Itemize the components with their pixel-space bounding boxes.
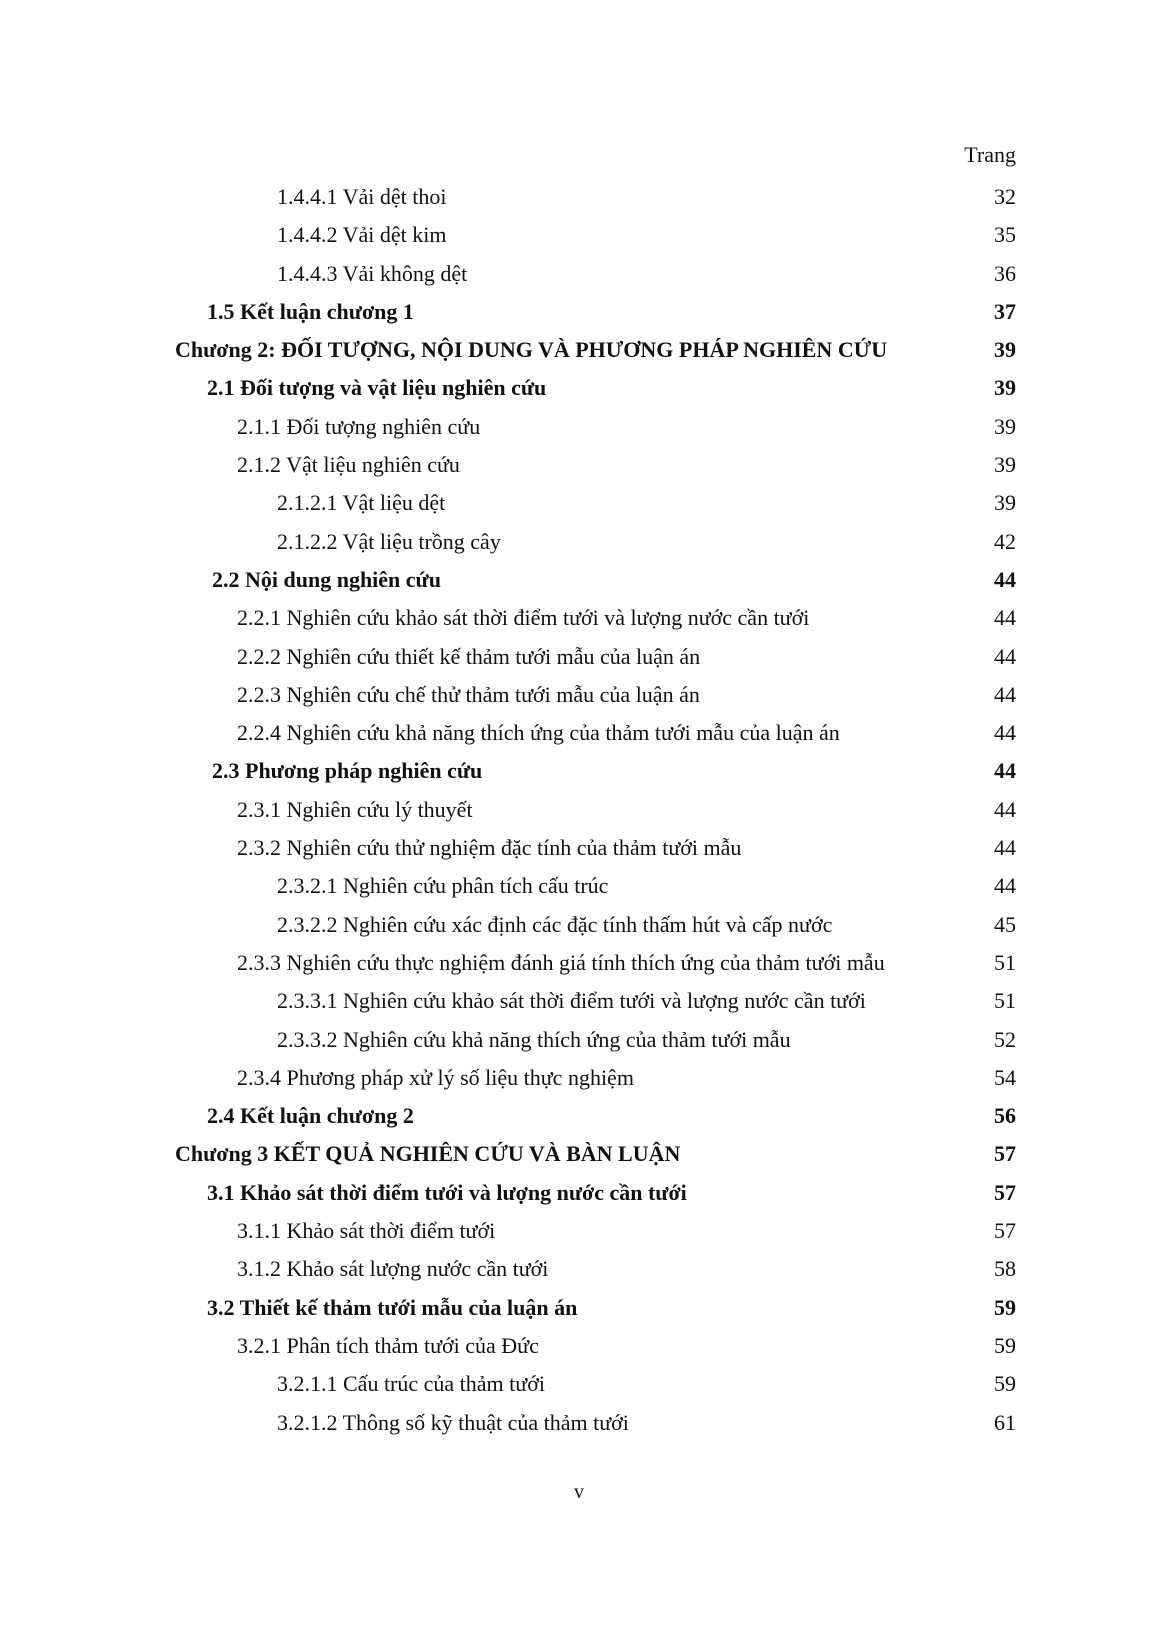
toc-entry-title: Chương 2: ĐỐI TƯỢNG, NỘI DUNG VÀ PHƯƠNG PHÁP NGHIÊN CỨU bbox=[175, 337, 888, 363]
toc-entry-title: 2.3.3.1 Nghiên cứu khảo sát thời điểm tưới và lượng nước cần tưới bbox=[277, 988, 866, 1014]
toc-entry-title: 2.3.2.2 Nghiên cứu xác định các đặc tính thấm hút và cấp nước bbox=[277, 911, 833, 937]
toc-entry-title: 2.4 Kết luận chương 2 bbox=[207, 1103, 414, 1129]
toc-entry-page: 51 bbox=[994, 949, 1016, 975]
toc-entry bbox=[0, 714, 1158, 752]
toc-entry-title: 1.5 Kết luận chương 1 bbox=[207, 298, 414, 324]
toc-entry bbox=[0, 216, 1158, 254]
toc-entry-title: 2.3.3 Nghiên cứu thực nghiệm đánh giá tính thích ứng của thảm tưới mẫu bbox=[237, 949, 885, 975]
toc-entry bbox=[0, 1250, 1158, 1288]
toc-entry bbox=[0, 638, 1158, 676]
toc-entry-title: 2.3 Phương pháp nghiên cứu bbox=[212, 758, 483, 784]
toc-entry-page: 32 bbox=[994, 184, 1016, 209]
toc-entry bbox=[0, 1289, 1158, 1327]
toc-entry bbox=[0, 829, 1158, 867]
toc-entry-page: 57 bbox=[994, 1218, 1016, 1244]
toc-entry bbox=[0, 1212, 1158, 1250]
toc-entry-page: 42 bbox=[994, 528, 1016, 554]
toc-entry-title: 3.2.1 Phân tích thảm tưới của Đức bbox=[237, 1332, 539, 1358]
toc-entry bbox=[0, 906, 1158, 944]
page-column-header: Trang bbox=[964, 142, 1016, 167]
toc-entry-title: 2.3.2.1 Nghiên cứu phân tích cấu trúc bbox=[277, 873, 609, 899]
toc-entry bbox=[0, 1174, 1158, 1212]
toc-entry-title: 2.2.3 Nghiên cứu chế thử thảm tưới mẫu của luận án bbox=[237, 681, 700, 707]
toc-entry bbox=[0, 408, 1158, 446]
page-number-footer: v bbox=[574, 1481, 584, 1503]
toc-entry-title: 2.3.4 Phương pháp xử lý số liệu thực nghiệm bbox=[237, 1064, 634, 1090]
toc-entry-title: 3.2.1.2 Thông số kỹ thuật của thảm tưới bbox=[277, 1409, 629, 1435]
toc-entry-page: 44 bbox=[994, 873, 1016, 899]
toc-chapter-entry bbox=[0, 331, 1158, 369]
toc-entry-page: 44 bbox=[994, 681, 1016, 707]
toc-entry-page: 61 bbox=[994, 1409, 1016, 1435]
toc-entry-page: 36 bbox=[994, 260, 1016, 286]
table-of-contents bbox=[0, 178, 1158, 1442]
toc-entry-page: 59 bbox=[994, 1294, 1016, 1320]
toc-entry bbox=[0, 1097, 1158, 1135]
toc-entry bbox=[0, 1404, 1158, 1442]
toc-entry-page: 57 bbox=[994, 1179, 1016, 1205]
toc-entry-title: 2.1.2.2 Vật liệu trồng cây bbox=[277, 528, 501, 554]
toc-entry-title: 3.1 Khảo sát thời điểm tưới và lượng nước cần tưới bbox=[207, 1179, 687, 1205]
toc-entry-page: 39 bbox=[994, 337, 1016, 363]
toc-entry bbox=[0, 255, 1158, 293]
toc-entry bbox=[0, 599, 1158, 637]
toc-entry-title: 2.3.2 Nghiên cứu thử nghiệm đặc tính của thảm tưới mẫu bbox=[237, 835, 742, 861]
toc-entry bbox=[0, 752, 1158, 790]
toc-entry-title: 3.2 Thiết kế thảm tưới mẫu của luận án bbox=[207, 1294, 578, 1320]
toc-entry-page: 44 bbox=[994, 643, 1016, 669]
toc-entry-page: 35 bbox=[994, 222, 1016, 248]
toc-entry-page: 44 bbox=[994, 796, 1016, 822]
toc-chapter-entry bbox=[0, 1135, 1158, 1173]
toc-entry bbox=[0, 1365, 1158, 1403]
toc-entry-title: 2.2.4 Nghiên cứu khả năng thích ứng của thảm tưới mẫu của luận án bbox=[237, 720, 840, 746]
toc-entry bbox=[0, 982, 1158, 1020]
toc-entry-page: 39 bbox=[994, 490, 1016, 516]
toc-entry bbox=[0, 561, 1158, 599]
toc-entry bbox=[0, 178, 1158, 216]
toc-entry-page: 59 bbox=[994, 1371, 1016, 1397]
toc-entry bbox=[0, 1021, 1158, 1059]
toc-entry bbox=[0, 1059, 1158, 1097]
toc-entry bbox=[0, 293, 1158, 331]
toc-entry-page: 37 bbox=[994, 298, 1016, 324]
toc-entry bbox=[0, 867, 1158, 905]
toc-entry-title: 2.1.2 Vật liệu nghiên cứu bbox=[237, 452, 460, 478]
toc-entry bbox=[0, 944, 1158, 982]
toc-entry bbox=[0, 484, 1158, 522]
toc-entry-page: 51 bbox=[994, 988, 1016, 1014]
toc-entry-page: 45 bbox=[994, 911, 1016, 937]
toc-entry-title: 2.1 Đối tượng và vật liệu nghiên cứu bbox=[207, 375, 547, 401]
toc-entry-page: 44 bbox=[994, 605, 1016, 631]
toc-entry-title: 2.2.2 Nghiên cứu thiết kế thảm tưới mẫu của luận án bbox=[237, 643, 701, 669]
toc-entry bbox=[0, 676, 1158, 714]
toc-entry-page: 39 bbox=[994, 452, 1016, 478]
toc-entry-page: 44 bbox=[994, 720, 1016, 746]
toc-entry-page: 39 bbox=[994, 413, 1016, 439]
toc-entry-title: 1.4.4.2 Vải dệt kim bbox=[277, 222, 447, 248]
toc-entry bbox=[0, 446, 1158, 484]
toc-entry-title: 2.1.2.1 Vật liệu dệt bbox=[277, 490, 446, 516]
toc-entry bbox=[0, 1327, 1158, 1365]
toc-entry-page: 54 bbox=[994, 1064, 1016, 1090]
toc-entry-page: 59 bbox=[994, 1332, 1016, 1358]
toc-entry-title: 1.4.4.3 Vải không dệt bbox=[277, 260, 468, 286]
toc-entry-page: 56 bbox=[994, 1103, 1016, 1129]
toc-entry-title: 2.2.1 Nghiên cứu khảo sát thời điểm tưới và lượng nước cần tưới bbox=[237, 605, 810, 631]
toc-entry-title: 3.1.1 Khảo sát thời điểm tưới bbox=[237, 1218, 496, 1244]
toc-entry-title: 2.3.1 Nghiên cứu lý thuyết bbox=[237, 796, 473, 822]
toc-entry-title: 2.2 Nội dung nghiên cứu bbox=[212, 566, 441, 592]
toc-entry-page: 57 bbox=[994, 1141, 1016, 1167]
toc-entry bbox=[0, 523, 1158, 561]
toc-entry-title: 3.2.1.1 Cấu trúc của thảm tưới bbox=[277, 1371, 545, 1397]
toc-entry-page: 44 bbox=[994, 835, 1016, 861]
toc-entry-title: 2.3.3.2 Nghiên cứu khả năng thích ứng của thảm tưới mẫu bbox=[277, 1026, 791, 1052]
toc-entry-page: 44 bbox=[994, 758, 1016, 784]
toc-entry-title: 3.1.2 Khảo sát lượng nước cần tưới bbox=[237, 1256, 549, 1282]
toc-entry-page: 44 bbox=[994, 566, 1016, 592]
toc-entry bbox=[0, 791, 1158, 829]
toc-entry-title: 2.1.1 Đối tượng nghiên cứu bbox=[237, 413, 481, 439]
toc-entry-title: Chương 3 KẾT QUẢ NGHIÊN CỨU VÀ BÀN LUẬN bbox=[175, 1141, 681, 1167]
toc-entry-page: 52 bbox=[994, 1026, 1016, 1052]
toc-entry bbox=[0, 369, 1158, 407]
toc-entry-page: 58 bbox=[994, 1256, 1016, 1282]
toc-entry-page: 39 bbox=[994, 375, 1016, 401]
toc-entry-title: 1.4.4.1 Vải dệt thoi bbox=[277, 184, 447, 209]
